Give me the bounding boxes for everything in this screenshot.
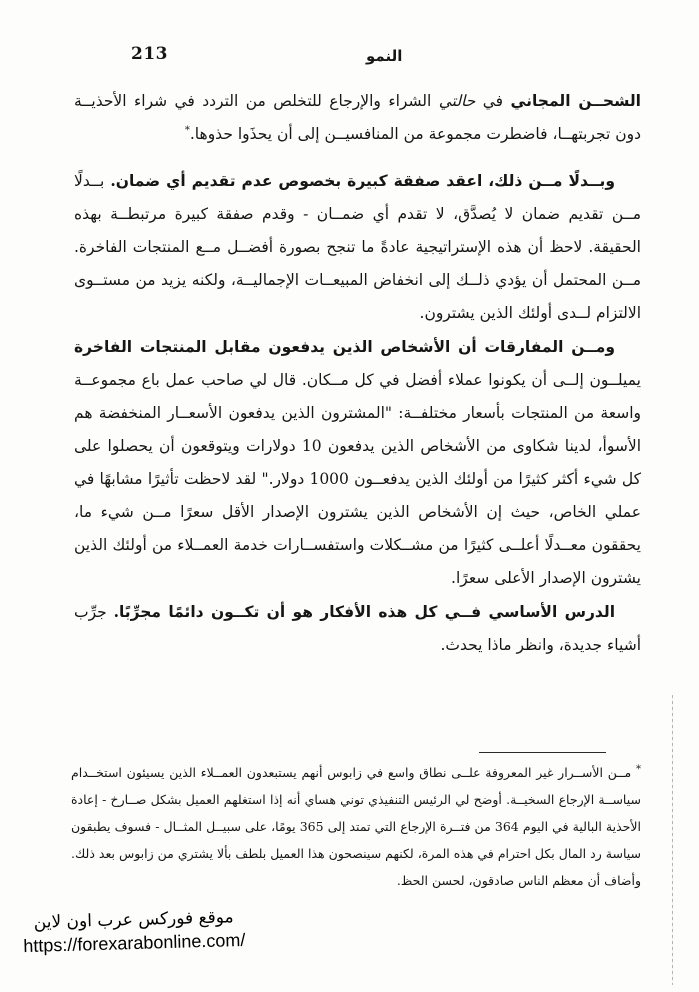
text-segment: يميلــون إلــى أن يكونوا عملاء أفضل في كل مــكان. قال لي صاحب عمل باع مجموعــة واسعة من المنتجات بأسعار مختلفــة: "المشترون الذين يدفعون الأسعــار المنخفضة هم الأسوأ، لدينا شكاوى من الأشخاص الذين يدفعون 10 دولارات ويتوقعون أن يحصلوا على كل شيء أكثر كثيرًا من أولئك الذين يدفعــون 1000 دولار." لقد لاحظت تأثيرًا مشابهًا في عملي الخاص، حيث إن الأشخاص الذين يشترون الإصدار الأقل سعرًا مــن شيء ما، يحققون معــدلًا أعلــى كثيرًا من مشــكلات واستفســارات خدمة العمــلاء من أولئك الذين يشترون الإصدار الأعلى سعرًا. [74, 371, 642, 587]
paragraph [74, 595, 641, 662]
running-title: النمو [366, 47, 403, 65]
body-text [74, 84, 641, 662]
paragraph [74, 330, 641, 595]
footnote-separator [479, 752, 606, 753]
scan-artifact-line [672, 695, 673, 985]
text-segment: وبــدلًا مــن ذلك، اعقد صفقة كبيرة بخصوص عدم تقديم أي ضمان. [104, 171, 615, 190]
text-segment: في [475, 92, 511, 110]
text-segment: ومــن المفارقات أن الأشخاص الذين يدفعون مقابل المنتجات الفاخرة [74, 337, 615, 356]
text-segment: الشراء والإرجاع للتخلص من التردد في شراء الأحذيــة دون تجربتهــا، فاضطرت مجموعة من المنافسيــن إلى أن يحذَوا حذوها. [74, 92, 641, 143]
footnote-text: * مــن الأســرار غير المعروفة علــى نطاق واسع في زابوس أنهم يستبعدون العمــلاء الذين يسيئون استخــدام سياســة الإرجاع السخيــة. أوضح لي الرئيس التنفيذي توني هساي أنه إذا استغلهم العميل بشكل صــارخ - إعادة الأحذية البالية في اليوم 364 من فتــرة الإرجاع التي تمتد إلى 365 يومًا، على سبيــل المثــال - فسوف يطبقون سياسة رد المال بكل احترام في هذه المرة، لكنهم سينصحون هذا العميل بلطف بألا يشتري من زابوس بعد ذلك. وأضاف أن معظم الناس صادقون، لحسن الحظ. [71, 763, 641, 888]
text-segment: حالتي [438, 92, 476, 110]
text-segment: جرِّب أشياء جديدة، وانظر ماذا يحدث. [74, 603, 641, 654]
watermark-site-name: موقع فوركس عرب اون لاين [33, 907, 234, 933]
footnote-reference-mark: * [184, 124, 190, 136]
footnote-marker: * [636, 763, 641, 775]
paragraph [74, 84, 641, 151]
text-segment: الشحــن المجاني [510, 91, 641, 110]
watermark-site-url: https://forexarabonline.com/ [23, 929, 246, 957]
text-segment: بــدلًا مــن تقديم ضمان لا يُصدَّق، لا تقدم أي ضمــان - وقدم صفقة كبيرة مرتبطــة بهذه الحقيقة. لاحظ أن هذه الإستراتيجية عادةً ما تنجح بصورة أفضــل مــع المنتجات الفاخرة. مــن المحتمل أن يؤدي ذلــك إلى انخفاض المبيعــات الإجماليــة، ولكنه يزيد من مستــوى الالتزام لــدى أولئك الذين يشترون. [74, 172, 641, 322]
text-segment: الدرس الأساسي فــي كل هذه الأفكار هو أن تكــون دائمًا مجرِّبًا. [113, 602, 616, 621]
watermark [5, 904, 262, 958]
page-number: 213 [131, 44, 168, 64]
paragraph [74, 164, 641, 330]
